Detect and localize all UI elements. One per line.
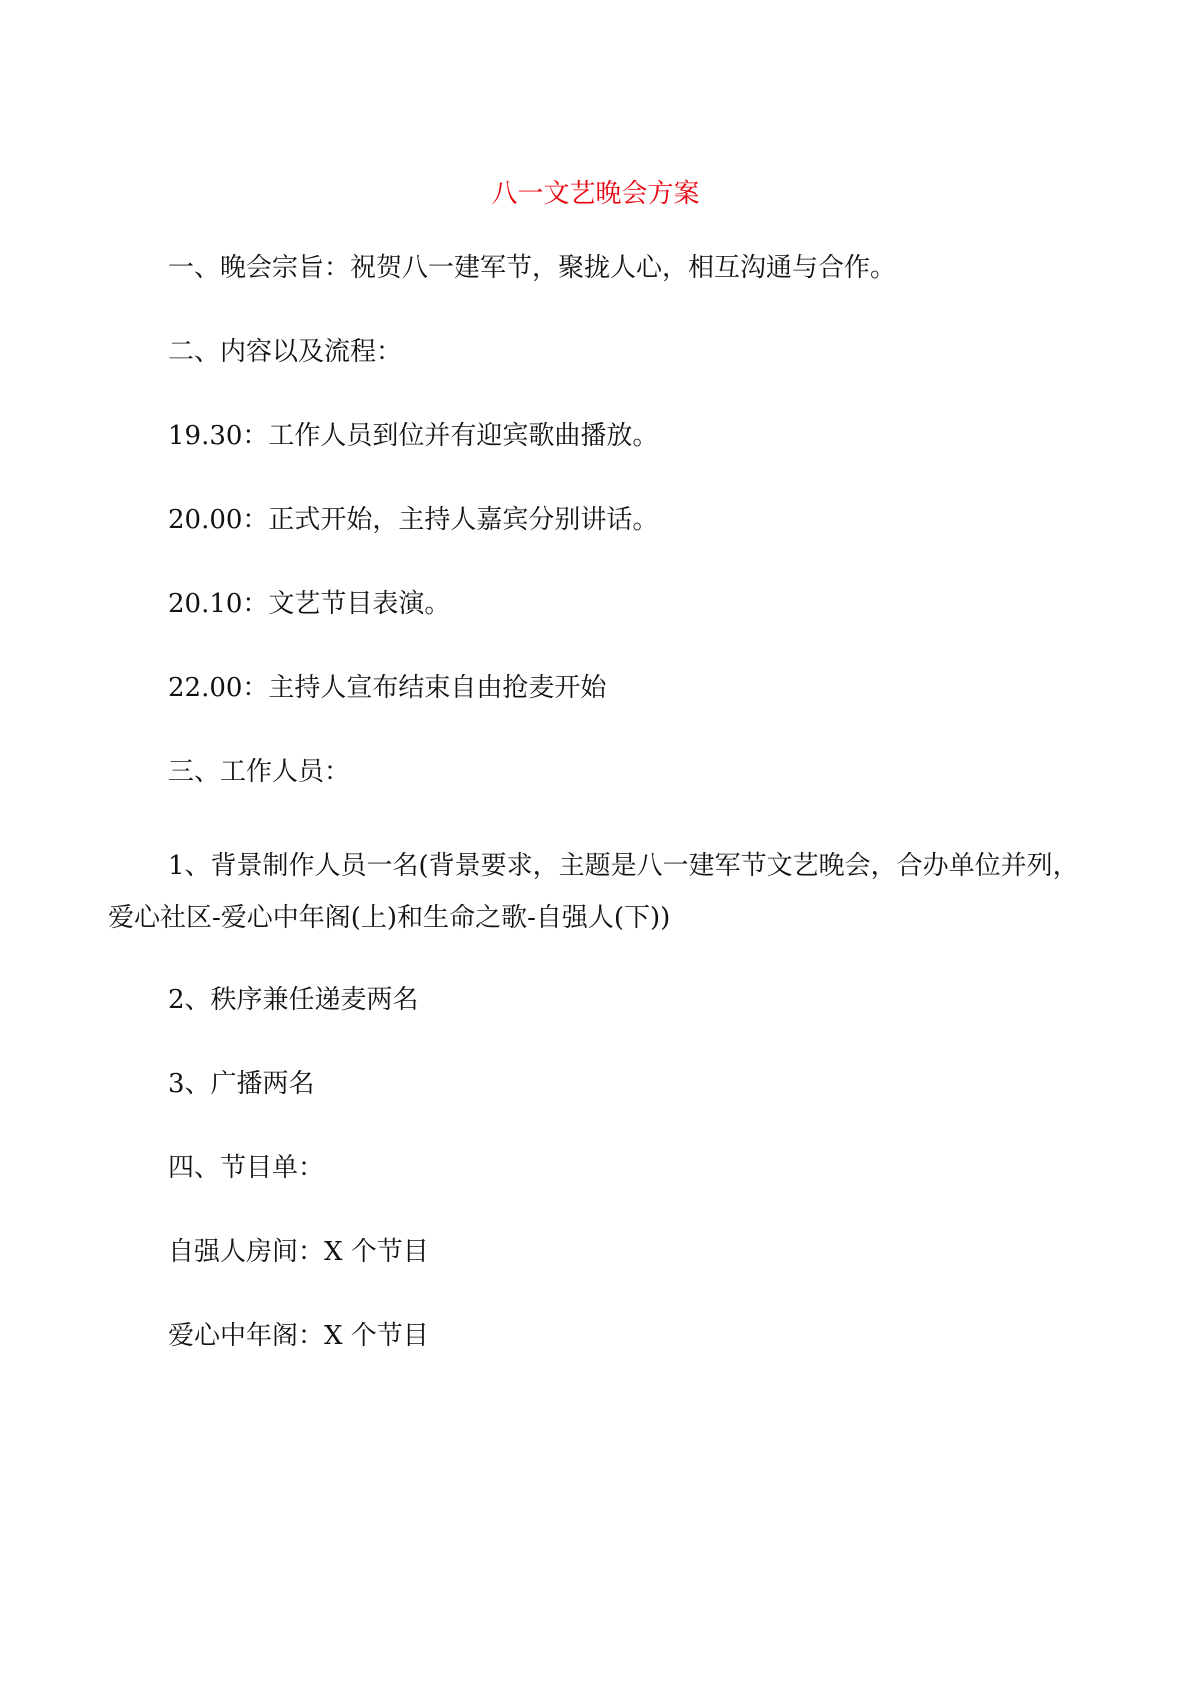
paragraph-purpose: 一、晚会宗旨：祝贺八一建军节，聚拢人心，相互沟通与合作。 <box>168 253 897 283</box>
document-title: 八一文艺晚会方案 <box>491 179 700 209</box>
paragraph-schedule-2010: 20.10：文艺节目表演。 <box>168 589 451 619</box>
paragraph-program-heading: 四、节目单： <box>168 1153 325 1183</box>
paragraph-schedule-2200: 22.00：主持人宣布结束自由抢麦开始 <box>168 673 607 703</box>
paragraph-staff-broadcast: 3、广播两名 <box>168 1069 315 1099</box>
paragraph-content-heading: 二、内容以及流程： <box>168 337 403 367</box>
paragraph-staff-background: 1、背景制作人员一名(背景要求，主题是八一建军节文艺晚会，合办单位并列，爱心社区-爱心中年阁(上)和生命之歌-自强人(下)) <box>108 851 1079 933</box>
paragraph-program-ziqiangren: 自强人房间：X 个节目 <box>168 1237 429 1267</box>
paragraph-program-aixin: 爱心中年阁：X 个节目 <box>168 1321 429 1351</box>
paragraph-staff-order: 2、秩序兼任递麦两名 <box>168 985 419 1015</box>
paragraph-schedule-1930: 19.30：工作人员到位并有迎宾歌曲播放。 <box>168 421 659 451</box>
paragraph-staff-heading: 三、工作人员： <box>168 757 351 787</box>
paragraph-schedule-2000: 20.00：正式开始，主持人嘉宾分别讲话。 <box>168 505 659 535</box>
